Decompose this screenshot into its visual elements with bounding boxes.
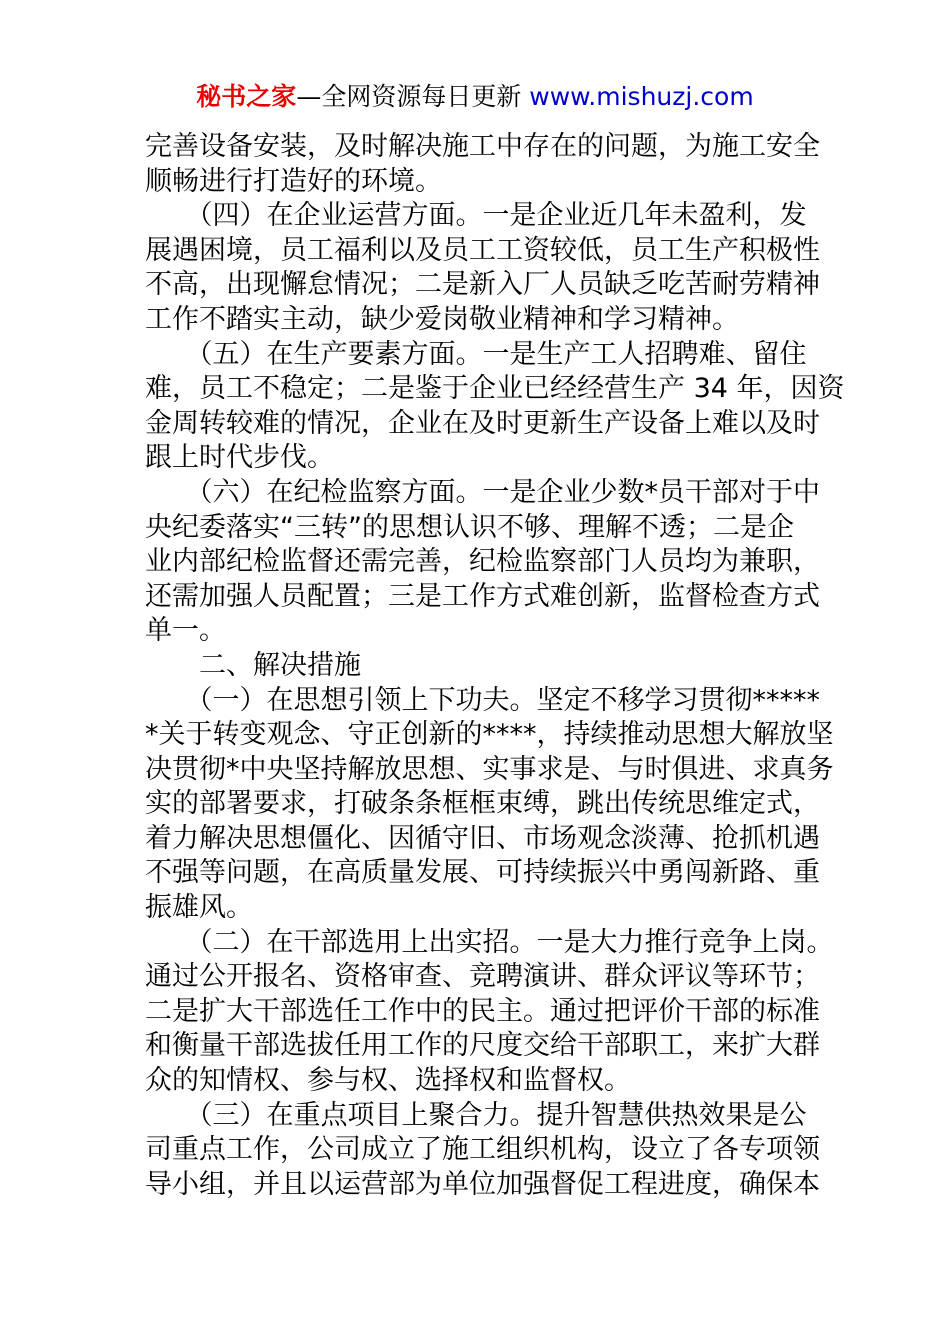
brand-name: 秘书之家 (196, 82, 297, 111)
text-line: 金周转较难的情况，企业在及时更新生产设备上难以及时 (145, 407, 820, 439)
text-line: 通过公开报名、资格审查、竞聘演讲、群众评议等环节； (145, 961, 820, 993)
text-line: （二）在干部选用上出实招。一是大力推行竞争上岗。 (145, 926, 834, 958)
text-line: 跟上时代步伐。 (145, 442, 334, 474)
text-line: 不高，出现懈怠情况；二是新入厂人员缺乏吃苦耐劳精神 (145, 269, 820, 301)
text-line: （一）在思想引领上下功夫。坚定不移学习贯彻***** (145, 684, 820, 716)
text-line: 工作不踏实主动，缺少爱岗敬业精神和学习精神。 (145, 303, 739, 335)
text-line: （三）在重点项目上聚合力。提升智慧供热效果是公 (145, 1099, 807, 1131)
text-line: （五）在生产要素方面。一是生产工人招聘难、留住 (145, 338, 807, 370)
text-line: （四）在企业运营方面。一是企业近几年未盈利，发 (145, 200, 807, 232)
website-link[interactable]: www.mishuzj.com (529, 82, 754, 111)
text-line: 实的部署要求，打破条条框框束缚，跳出传统思维定式， (145, 788, 820, 820)
text-line: 着力解决思想僵化、因循守旧、市场观念淡薄、抢抓机遇 (145, 822, 820, 854)
text-line: 单一。 (145, 615, 226, 647)
text-line: 振雄风。 (145, 892, 253, 924)
text-line: 决贯彻*中央坚持解放思想、实事求是、与时俱进、求真务 (145, 753, 834, 785)
page-header (0, 80, 950, 114)
text-line: 二是扩大干部选任工作中的民主。通过把评价干部的标准 (145, 995, 820, 1027)
text-line: 司重点工作，公司成立了施工组织机构，设立了各专项领 (145, 1134, 820, 1166)
text-line: 顺畅进行打造好的环境。 (145, 165, 442, 197)
text-line: 展遇困境，员工福利以及员工工资较低，员工生产积极性 (145, 234, 820, 266)
header-tagline: —全网资源每日更新 (296, 82, 530, 111)
document-body (145, 130, 845, 1202)
text-line: 央纪委落实“三转”的思想认识不够、理解不透；二是企 (145, 511, 794, 543)
section-heading: 二、解决措施 (145, 649, 361, 681)
text-line: 完善设备安装，及时解决施工中存在的问题，为施工安全 (145, 131, 820, 162)
text-line: 难，员工不稳定；二是鉴于企业已经经营生产 34 年，因资 (145, 373, 845, 405)
text-line: 导小组，并且以运营部为单位加强督促工程进度，确保本 (145, 1168, 820, 1200)
text-line: （六）在纪检监察方面。一是企业少数*员干部对于中 (145, 476, 820, 508)
text-line: 还需加强人员配置；三是工作方式难创新，监督检查方式 (145, 580, 820, 612)
text-line: *关于转变观念、守正创新的****，持续推动思想大解放坚 (145, 719, 834, 751)
text-line: 不强等问题，在高质量发展、可持续振兴中勇闯新路、重 (145, 857, 820, 889)
text-line: 和衡量干部选拔任用工作的尺度交给干部职工，来扩大群 (145, 1030, 820, 1062)
text-line: 业内部纪检监督还需完善，纪检监察部门人员均为兼职， (145, 546, 820, 578)
text-line: 众的知情权、参与权、选择权和监督权。 (145, 1065, 631, 1097)
